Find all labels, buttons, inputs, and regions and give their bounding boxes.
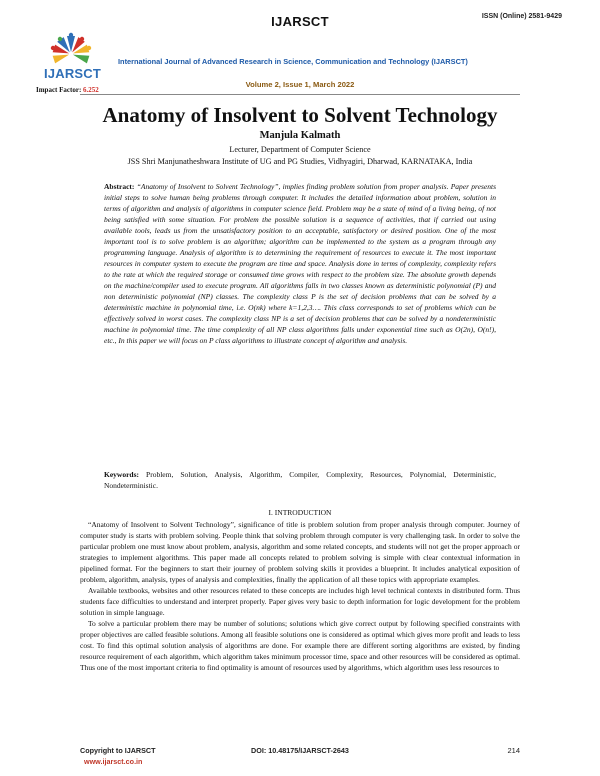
abstract	[104, 181, 496, 346]
keywords-label: Keywords:	[104, 470, 139, 479]
author-name: Manjula Kalmath	[259, 130, 341, 141]
body-paragraph: “Anatomy of Insolvent to Solvent Technology”, significance of title is problem solution from proper analysis through computer. Journey of computer study is starts with problem solving. People think that solving problem through computer is very challenging task. In order to solve the particular problem one must know about problem, analysis, algorithm and some related concepts, and students will not get the proper approach or strategies to implement algorithms. This paper made all concepts related to problem solving is simple with clear contextual information in pipelined format. For the beginners to start their journey of problem solving skills it provides a blueprint. It includes analytical exposition of problem, algorithm, analysis, types of analysis and complexities, finally the application of all these topics with appropriate examples.	[80, 520, 520, 584]
issn-label: ISSN (Online) 2581-9429	[481, 13, 562, 20]
section-heading: I. INTRODUCTION	[268, 508, 332, 517]
journal-short-name: IJARSCT	[271, 14, 329, 29]
logo-text: IJARSCT	[44, 66, 102, 81]
author-institution: JSS Shri Manjunatheshwara Institute of UG and PG Studies, Vidhyagiri, Dharwad, KARNATAKA, India	[127, 157, 473, 166]
author-position: Lecturer, Department of Computer Science	[229, 145, 371, 154]
paper-title: Anatomy of Insolvent to Solvent Technology	[102, 103, 498, 127]
abstract-text: “Anatomy of Insolvent to Solvent Technology”, implies finding problem solution from proper analysis. Paper presents initial steps to solve human being problems through computer. It includes the detailed information about problem, solution in terms of algorithm and analysis of algorithms in computer science field. Problem may be a state of mind of a living being, of not being satisfied with some situation. For problem the possible solution is a sequence of activities, that if carried out using available tools, leads us from the unsatisfactory position to an acceptable, satisfactory or desired position. One of the most important tool is to solve problem is an algorithm; algorithm can be implemented to the system as a program through any programming language. Analysis of algorithm is to determining the requirement of resources to execute it. The most important resources in computer system to execute the program are time and space. Analysis done in terms of complexity, complexity refers to the rate at which the required storage or consumed time grows with respect to the problem size. The absolute growth depends on the machine/compiler used to execute program. All algorithms falls in two classes known as deterministic polynomial (P) and non deterministic polynomial (NP) classes. The complexity class P is the set of decision problems that can be solved by a deterministic machine in polynomial time, i.e. O(nk) where k=1,2,3…. This class corresponds to set of problems which can be effectively solved in worst cases. The complexity class NP is a set of decision problems that can be solved by a nondeterministic machine in polynomial time. The time complexity of all NP class algorithms falls under exponential time such as O(2n), O(n!), etc., In this paper we will focus on P class algorithms to illustrate concept of algorithm and analysis.	[104, 182, 497, 345]
impact-factor-value: 6.252	[83, 86, 99, 94]
impact-factor-label: Impact Factor:	[36, 86, 82, 94]
body-paragraph: To solve a particular problem there may be number of solutions; solutions which give correct output by following specified constraints with proper objectives are called feasible solutions. Among all feasible solutions one is considered as optimal which gives more profit and leads to less cost. To find this optimal solution analysis of algorithms are done. For example there are different sorting algorithms are existed, by finding resource requirement of each algorithm, which algorithm takes minimum processor time, space and other resources will be considered as optimal. Thus one of the most important criteria to find optimality is amount of resources used by algorithms, which algorithm uses less resources to	[80, 619, 520, 672]
keywords-text: Problem, Solution, Analysis, Algorithm, Compiler, Complexity, Resources, Polynomial, Deterministic, Nondeterministic.	[104, 470, 496, 490]
body-text	[80, 519, 520, 673]
footer-doi: DOI: 10.48175/IJARSCT-2643	[251, 746, 349, 755]
footer-copyright: Copyright to IJARSCT	[80, 746, 156, 755]
volume-issue: Volume 2, Issue 1, March 2022	[245, 80, 355, 89]
body-paragraph: Available textbooks, websites and other resources related to these concepts are includes high level technical contexts in distributed form. Thus students face difficulties to understand and interpret properly. Paper gives very basic to depth information for logic development for the problem solution in simple language.	[80, 586, 520, 617]
header-divider	[80, 94, 520, 95]
page-number: 214	[507, 746, 520, 755]
keywords	[104, 469, 496, 491]
footer-website-link[interactable]: www.ijarsct.co.in	[84, 757, 143, 766]
abstract-label: Abstract:	[104, 182, 135, 191]
journal-full-name: International Journal of Advanced Research in Science, Communication and Technology (IJARSCT)	[118, 57, 468, 66]
